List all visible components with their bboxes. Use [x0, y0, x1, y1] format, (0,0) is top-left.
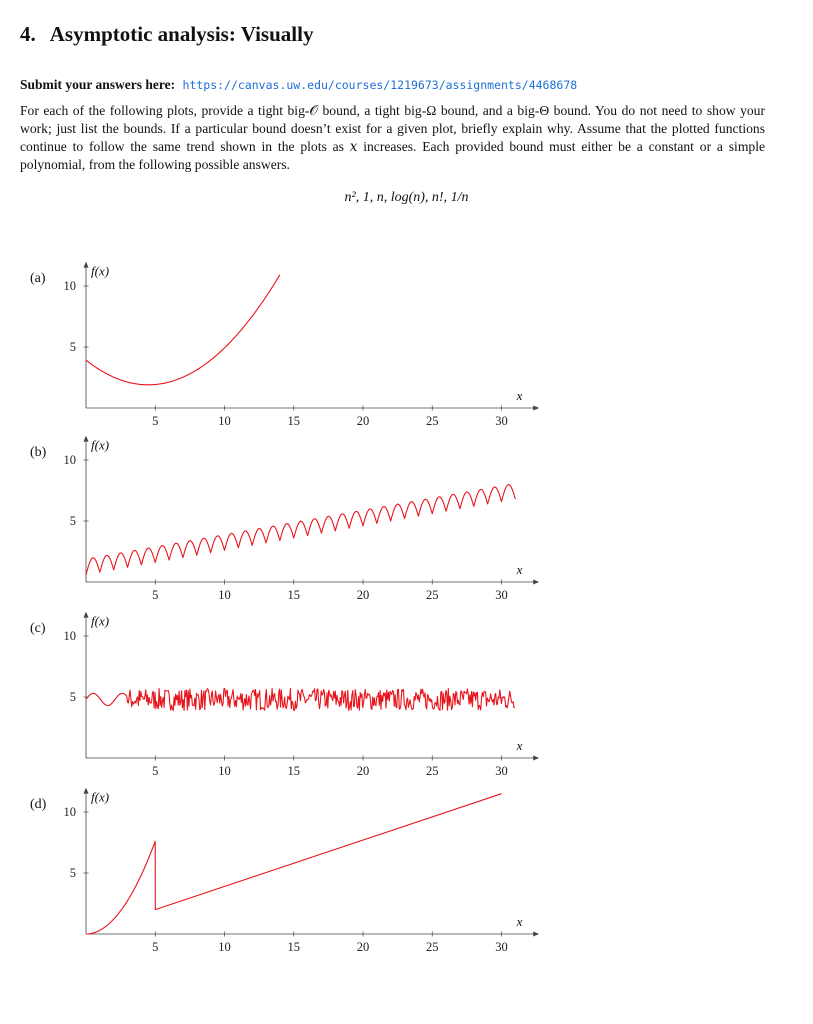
- series-line: [86, 485, 515, 575]
- x-tick-label: 25: [426, 764, 439, 778]
- x-tick-label: 30: [495, 588, 508, 602]
- section-title: Asymptotic analysis: Visually: [49, 22, 314, 46]
- series-line: [86, 689, 515, 711]
- x-tick-label: 10: [218, 414, 231, 428]
- y-tick-label: 10: [63, 805, 76, 819]
- x-tick-label: 10: [218, 588, 231, 602]
- y-axis-arrow: [84, 262, 89, 268]
- x-tick-label: 5: [152, 414, 159, 428]
- y-axis-arrow: [84, 788, 89, 794]
- submit-label: Submit your answers here:: [20, 77, 176, 92]
- y-axis-arrow: [84, 436, 89, 442]
- y-axis-arrow: [84, 612, 89, 618]
- x-axis-label: x: [516, 738, 523, 753]
- x-axis-label: x: [516, 388, 523, 403]
- x-axis-label: x: [516, 562, 523, 577]
- submission-link[interactable]: https://canvas.uw.edu/courses/1219673/assignments/4468678: [182, 78, 578, 92]
- series-line: [86, 275, 280, 385]
- x-tick-label: 10: [218, 764, 231, 778]
- y-axis-label: f(x): [91, 613, 110, 629]
- x-tick-label: 25: [426, 588, 439, 602]
- x-tick-label: 20: [356, 940, 370, 954]
- plot-b: [30, 436, 539, 602]
- x-axis-arrow: [533, 756, 539, 761]
- panel-label: (c): [30, 621, 46, 636]
- x-tick-label: 5: [152, 940, 159, 954]
- instructions-paragraph: For each of the following plots, provide a tight big-𝒪 bound, a tight big-Ω bound, and a big-Θ bound. You do not need to show your work; just list the bounds. If a particular bound doesn’t exist for a given plot, briefly explain why. Assume that the plotted functions continue to follow the same trend shown in the plots as 𝑥 increases. Each provided bound must either be a constant or a simple polynomial, from the following possible answers.: [20, 103, 765, 172]
- x-tick-label: 30: [495, 414, 508, 428]
- panel-label: (d): [30, 797, 47, 812]
- x-axis-arrow: [533, 932, 539, 937]
- x-tick-label: 5: [152, 764, 159, 778]
- x-tick-label: 15: [287, 414, 300, 428]
- x-tick-label: 10: [218, 940, 231, 954]
- x-tick-label: 20: [356, 764, 370, 778]
- x-tick-label: 25: [426, 940, 439, 954]
- y-tick-label: 5: [69, 514, 76, 528]
- series-line: [86, 794, 502, 934]
- y-axis-label: f(x): [91, 263, 110, 279]
- y-tick-label: 5: [69, 866, 76, 880]
- possible-answers: n², 1, n, log(n), n!, 1/n: [344, 190, 469, 205]
- panel-label: (b): [30, 445, 47, 460]
- x-tick-label: 25: [426, 414, 439, 428]
- plot-a: [30, 262, 539, 428]
- section-number: 4.: [20, 22, 36, 46]
- plot-c: [30, 612, 539, 778]
- y-tick-label: 5: [69, 690, 76, 704]
- y-tick-label: 10: [63, 279, 76, 293]
- panel-label: (a): [30, 271, 46, 286]
- y-tick-label: 5: [69, 340, 76, 354]
- plot-d: [30, 788, 539, 954]
- x-axis-label: x: [516, 914, 523, 929]
- x-tick-label: 20: [356, 588, 370, 602]
- y-axis-label: f(x): [91, 437, 110, 453]
- x-tick-label: 15: [287, 764, 300, 778]
- x-axis-arrow: [533, 580, 539, 585]
- x-tick-label: 15: [287, 588, 300, 602]
- x-tick-label: 20: [356, 414, 370, 428]
- x-axis-arrow: [533, 406, 539, 411]
- y-tick-label: 10: [63, 629, 76, 643]
- y-tick-label: 10: [63, 453, 76, 467]
- x-tick-label: 15: [287, 940, 300, 954]
- x-tick-label: 30: [495, 764, 508, 778]
- x-tick-label: 30: [495, 940, 508, 954]
- x-tick-label: 5: [152, 588, 159, 602]
- y-axis-label: f(x): [91, 789, 110, 805]
